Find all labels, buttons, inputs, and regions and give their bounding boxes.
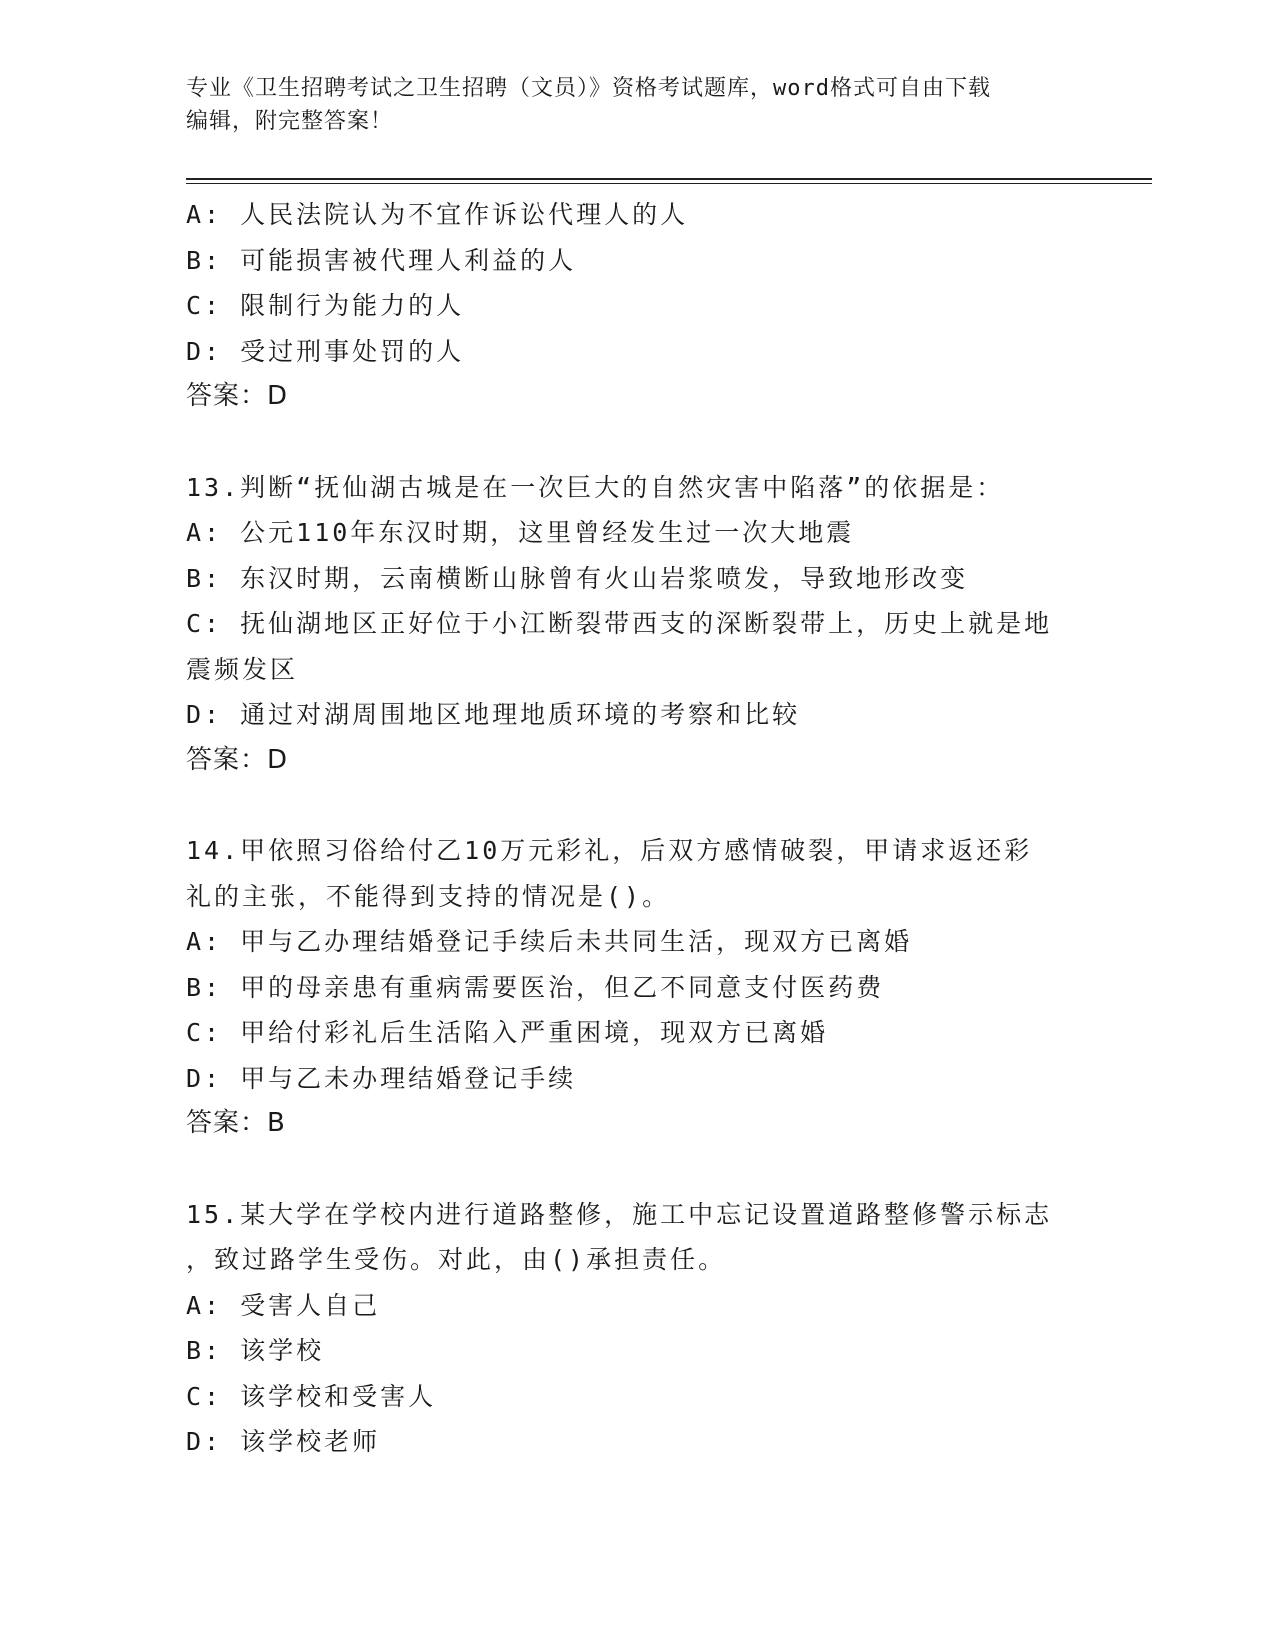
option-c: C: 该学校和受害人 (186, 1381, 437, 1411)
question-stem: 13.判断“抚仙湖古城是在一次巨大的自然灾害中陷落”的依据是： (186, 472, 1005, 502)
question-13 (186, 465, 1086, 784)
option-d: D: 甲与乙未办理结婚登记手续 (186, 1063, 577, 1093)
option-d: D: 通过对湖周围地区地理地质环境的考察和比较 (186, 700, 801, 729)
option-b: B: 东汉时期，云南横断山脉曾有火山岩浆喷发，导致地形改变 (186, 563, 969, 593)
header-divider-thick (186, 178, 1152, 180)
question-12 (186, 192, 1086, 420)
spacer (186, 1147, 1086, 1192)
question-stem: 15.某大学在学校内进行道路整修，施工中忘记设置道路整修警示标志 (186, 1199, 1053, 1229)
spacer (186, 420, 1086, 465)
spacer (186, 783, 1086, 828)
option-c-continued: 震频发区 (186, 654, 299, 684)
option-d: D: 受过刑事处罚的人 (186, 336, 465, 366)
option-c: C: 抚仙湖地区正好位于小江断裂带西支的深断裂带上，历史上就是地 (186, 609, 1053, 638)
option-c: C: 限制行为能力的人 (186, 291, 465, 320)
question-14 (186, 828, 1086, 1147)
option-b: B: 该学校 (186, 1336, 325, 1365)
option-a: A: 公元110年东汉时期，这里曾经发生过一次大地震 (186, 518, 855, 547)
header-divider-thin (186, 183, 1152, 184)
question-stem-continued: ，致过路学生受伤。对此，由()承担责任。 (186, 1245, 727, 1274)
option-d: D: 该学校老师 (186, 1427, 381, 1456)
answer: 答案：B (186, 1108, 286, 1138)
option-b: B: 可能损害被代理人利益的人 (186, 245, 577, 275)
answer: 答案：D (186, 381, 289, 411)
question-stem: 14.甲依照习俗给付乙10万元彩礼，后双方感情破裂，甲请求返还彩 (186, 836, 1033, 865)
option-a: A: 受害人自己 (186, 1290, 381, 1320)
header-line-2: 编辑，附完整答案！ (186, 109, 394, 134)
option-a: A: 甲与乙办理结婚登记手续后未共同生活，现双方已离婚 (186, 927, 913, 956)
question-list (186, 192, 1086, 1465)
document-header (186, 72, 1086, 138)
question-15 (186, 1192, 1086, 1465)
option-c: C: 甲给付彩礼后生活陷入严重困境，现双方已离婚 (186, 1018, 829, 1047)
question-stem-continued: 礼的主张，不能得到支持的情况是()。 (186, 881, 671, 911)
option-a: A: 人民法院认为不宜作诉讼代理人的人 (186, 200, 689, 229)
answer: 答案：D (186, 744, 289, 775)
option-b: B: 甲的母亲患有重病需要医治，但乙不同意支付医药费 (186, 972, 885, 1002)
header-line-1: 专业《卫生招聘考试之卫生招聘（文员）》资格考试题库，word格式可自由下载 (186, 76, 991, 101)
